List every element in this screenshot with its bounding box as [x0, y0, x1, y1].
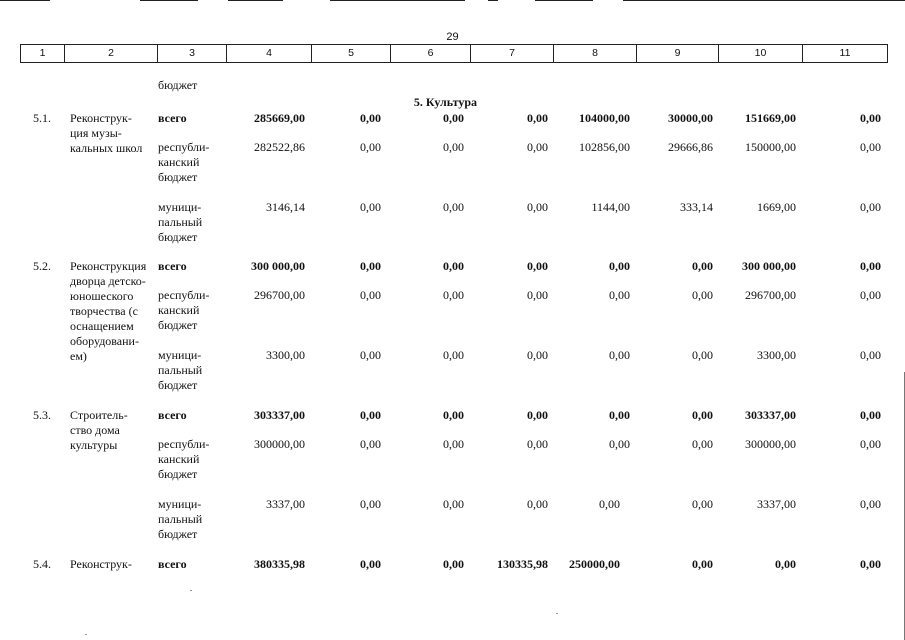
value-cell: 1669,00	[757, 200, 796, 214]
value-cell: 104000,00	[579, 111, 630, 125]
item-name-line: дворца детско-	[70, 274, 146, 288]
section-title: 5. Культура	[413, 95, 478, 109]
value-cell: 0,00	[609, 408, 630, 422]
value-cell: 0,00	[860, 348, 881, 362]
item-name-line: оборудовани-	[70, 334, 139, 348]
value-cell: 0,00	[692, 288, 713, 302]
carry-over-text: бюджет	[158, 78, 198, 92]
scan-speck	[556, 613, 558, 614]
value-cell: 150000,00	[745, 140, 796, 154]
value-cell: 3337,00	[757, 497, 796, 511]
value-cell: 0,00	[360, 200, 381, 214]
funding-source: бюджет	[158, 318, 198, 332]
value-cell: 0,00	[527, 111, 548, 125]
value-cell: 0,00	[360, 408, 381, 422]
value-cell: 0,00	[860, 259, 881, 273]
funding-source: бюджет	[158, 467, 198, 481]
funding-source: бюджет	[158, 527, 198, 541]
value-cell: 0,00	[860, 437, 881, 451]
value-cell: 0,00	[609, 259, 630, 273]
value-cell: 303337,00	[254, 408, 305, 422]
funding-source: всего	[158, 259, 187, 273]
value-cell: 0,00	[860, 557, 881, 571]
value-cell: 0,00	[692, 259, 713, 273]
value-cell: 0,00	[609, 348, 630, 362]
value-cell: 0,00	[443, 348, 464, 362]
value-cell: 3337,00	[266, 497, 305, 511]
scan-artifact-line	[623, 0, 905, 1]
funding-source: всего	[158, 557, 187, 571]
scan-artifact-line	[140, 0, 198, 1]
funding-source: канский	[158, 452, 200, 466]
scan-artifact-line	[228, 0, 283, 1]
value-cell: 0,00	[527, 259, 548, 273]
value-cell: 0,00	[360, 497, 381, 511]
value-cell: 300000,00	[745, 437, 796, 451]
value-cell: 3300,00	[266, 348, 305, 362]
value-cell: 0,00	[360, 437, 381, 451]
value-cell: 0,00	[527, 288, 548, 302]
funding-source: муници-	[158, 497, 202, 511]
value-cell: 0,00	[360, 557, 381, 571]
value-cell: 0,00	[692, 408, 713, 422]
value-cell: 333,14	[680, 200, 713, 214]
value-cell: 0,00	[692, 348, 713, 362]
header-col-7: 7	[470, 45, 553, 62]
funding-source: муници-	[158, 348, 202, 362]
value-cell: 0,00	[527, 348, 548, 362]
item-name-line: ство дома	[70, 423, 120, 437]
value-cell: 29666,86	[668, 140, 713, 154]
value-cell: 282522,86	[254, 140, 305, 154]
item-name-line: творчества (с	[70, 304, 138, 318]
value-cell: 0,00	[443, 140, 464, 154]
funding-source: бюджет	[158, 170, 198, 184]
funding-source: пальный	[158, 363, 203, 377]
item-number: 5.1.	[33, 111, 51, 125]
funding-source: всего	[158, 408, 187, 422]
value-cell: 3146,14	[266, 200, 305, 214]
item-name-line: ем)	[70, 349, 87, 363]
value-cell: 285669,00	[254, 111, 305, 125]
value-cell: 0,00	[860, 111, 881, 125]
item-name-line: культуры	[70, 438, 118, 452]
item-name-line: Строитель-	[70, 408, 128, 422]
value-cell: 30000,00	[668, 111, 713, 125]
item-name-line: юношеского	[70, 289, 134, 303]
value-cell: 0,00	[443, 437, 464, 451]
value-cell: 0,00	[443, 259, 464, 273]
funding-source: бюджет	[158, 230, 198, 244]
funding-source: муници-	[158, 200, 202, 214]
value-cell: 0,00	[860, 140, 881, 154]
funding-source: бюджет	[158, 378, 198, 392]
funding-source: пальный	[158, 215, 203, 229]
value-cell: 0,00	[527, 140, 548, 154]
header-col-1: 1	[20, 45, 64, 62]
value-cell: 0,00	[360, 348, 381, 362]
value-cell: 102856,00	[579, 140, 630, 154]
value-cell: 0,00	[527, 200, 548, 214]
value-cell: 300 000,00	[742, 259, 796, 273]
header-col-11: 11	[802, 45, 888, 62]
funding-source: канский	[158, 155, 200, 169]
item-number: 5.4.	[33, 557, 51, 571]
value-cell: 0,00	[527, 408, 548, 422]
value-cell: 0,00	[360, 111, 381, 125]
header-col-6: 6	[390, 45, 470, 62]
value-cell: 0,00	[609, 288, 630, 302]
item-number: 5.3.	[33, 408, 51, 422]
scan-speck	[190, 590, 192, 591]
value-cell: 0,00	[692, 497, 713, 511]
value-cell: 0,00	[609, 437, 630, 451]
value-cell: 0,00	[692, 557, 713, 571]
value-cell: 3300,00	[757, 348, 796, 362]
item-name-line: Реконструк-	[70, 557, 132, 571]
value-cell: 0,00	[443, 557, 464, 571]
value-cell: 296700,00	[254, 288, 305, 302]
value-cell: 300 000,00	[251, 259, 305, 273]
header-col-10: 10	[718, 45, 802, 62]
header-col-3: 3	[157, 45, 226, 62]
value-cell: 0,00	[860, 408, 881, 422]
value-cell: 0,00	[443, 111, 464, 125]
funding-source: республи-	[158, 140, 210, 154]
value-cell: 0,00	[775, 557, 796, 571]
scan-speck	[85, 634, 87, 635]
value-cell: 130335,98	[497, 557, 548, 571]
value-cell: 303337,00	[745, 408, 796, 422]
item-name-line: Реконструкция	[70, 259, 147, 273]
header-col-2: 2	[64, 45, 157, 62]
value-cell: 1144,00	[591, 200, 630, 214]
value-cell: 0,00	[360, 140, 381, 154]
header-col-8: 8	[553, 45, 636, 62]
table-header	[20, 44, 888, 63]
item-name-line: Реконструк-	[70, 111, 132, 125]
funding-source: республи-	[158, 288, 210, 302]
value-cell: 0,00	[443, 497, 464, 511]
scan-artifact-line	[488, 0, 498, 1]
header-col-5: 5	[311, 45, 390, 62]
value-cell: 296700,00	[745, 288, 796, 302]
funding-source: всего	[158, 111, 187, 125]
value-cell: 250000,00	[569, 557, 620, 571]
funding-source: канский	[158, 303, 200, 317]
header-col-4: 4	[226, 45, 311, 62]
value-cell: 0,00	[360, 288, 381, 302]
page-number: 29	[446, 31, 459, 43]
scan-artifact-line	[535, 0, 593, 1]
funding-source: пальный	[158, 512, 203, 526]
value-cell: 0,00	[360, 259, 381, 273]
value-cell: 0,00	[692, 437, 713, 451]
value-cell: 0,00	[860, 200, 881, 214]
value-cell: 0,00	[599, 497, 620, 511]
scan-artifact-line	[0, 0, 50, 1]
scan-artifact-line	[330, 0, 465, 1]
value-cell: 0,00	[443, 288, 464, 302]
value-cell: 0,00	[860, 497, 881, 511]
value-cell: 0,00	[443, 408, 464, 422]
value-cell: 0,00	[860, 288, 881, 302]
value-cell: 0,00	[527, 437, 548, 451]
item-name-line: ция музы-	[70, 126, 122, 140]
value-cell: 380335,98	[254, 557, 305, 571]
value-cell: 300000,00	[254, 437, 305, 451]
funding-source: республи-	[158, 437, 210, 451]
header-col-9: 9	[636, 45, 718, 62]
value-cell: 151669,00	[745, 111, 796, 125]
item-name-line: оснащением	[70, 319, 134, 333]
value-cell: 0,00	[443, 200, 464, 214]
item-number: 5.2.	[33, 259, 51, 273]
value-cell: 0,00	[527, 497, 548, 511]
item-name-line: кальных школ	[70, 141, 143, 155]
